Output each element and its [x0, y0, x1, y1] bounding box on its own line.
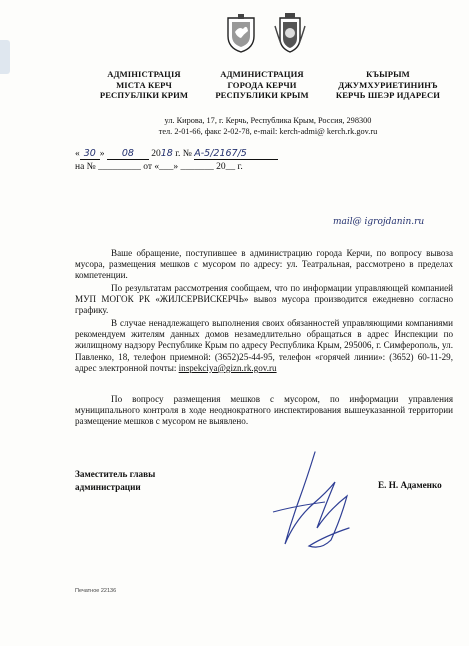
header-crimean-tatar-line-3: КЕРЧЬ ШЕЭР ИДАРЕСИ [335, 90, 441, 100]
date-year-suffix: 18 [160, 148, 173, 159]
registration-number: A-5/2167/5 [194, 148, 247, 159]
address-line-2: тел. 2-01-66, факс 2-02-78, e-mail: kerch-admi@ kerch.rk.gov.ru [158, 127, 378, 136]
date-quote-close: » [99, 149, 105, 159]
header-russian-line-3: РЕСПУБЛИКИ КРЫМ [215, 90, 309, 100]
header-ukrainian-line-2: МІСТА КЕРЧ [116, 79, 172, 90]
header-crimean-tatar-line-2: ДЖУМХУРИЕТИНИНЪ [338, 79, 438, 90]
header-ukrainian-line-1: АДМІНІСТРАЦІЯ [107, 69, 181, 79]
inspection-email-link[interactable]: inspekciya@gizn.rk.gov.ru [178, 362, 277, 373]
kerch-coat-of-arms-emblem [273, 12, 307, 54]
date-year-label: г. [175, 149, 181, 159]
signatory-title-line-1: Заместитель главы [75, 469, 156, 479]
header-ukrainian-line-3: РЕСПУБЛІКИ КРИМ [99, 90, 189, 100]
crimea-coat-of-arms-emblem [224, 12, 258, 54]
paragraph-4-text: По вопросу размещения мешков с мусором, по информации управления муниципального контроля в ходе неоднократного инспектирования вышеуказанной территории размещение мешков с мусором не выявлено. [75, 394, 453, 427]
paragraph-4 [75, 394, 453, 428]
header-russian-line-2: ГОРОДА КЕРЧИ [227, 79, 297, 90]
registration-date-line [75, 148, 278, 160]
header-russian [203, 69, 321, 101]
paragraph-3 [75, 318, 453, 374]
handwritten-signature [255, 448, 375, 558]
date-month: 08 [121, 148, 134, 159]
date-day: 30 [83, 148, 96, 159]
side-tab[interactable] [0, 40, 10, 74]
paragraph-2 [75, 283, 453, 317]
signatory-name: Е. Н. Адаменко [378, 480, 442, 490]
paragraph-1 [75, 248, 453, 282]
paragraph-3-text: В случае ненадлежащего выполнения своих обязанностей управляющими компаниями рекомендуем жителям данных домов незамедлительно обращаться в адрес Инспекции по жилищному надзору Республике Крым по адресу Республика Крым, 295006, г. Симферополь, ул. Павленко, 18, телефон приемной: (3652)25-44-95, телефон «горячей линии»: (3652) 60-11-29, адрес электронной почты: [75, 318, 453, 373]
address-line-1: ул. Кирова, 17, г. Керчь, Республика Крым, Россия, 298300 [164, 116, 372, 125]
reply-reference-line: на № _________ от «___» _______ 20__ г. [75, 162, 243, 172]
header-crimean-tatar-line-1: КЪЫРЫМ [366, 69, 410, 79]
number-label: № [182, 149, 192, 159]
paragraph-1-text: Ваше обращение, поступившее в администрацию города Керчи, по вопросу вывоза мусора, размещения мешков с мусором по адресу: ул. Театральная, рассмотрено в пределах компетенции. [75, 248, 453, 281]
header-russian-line-1: АДМИНИСТРАЦИЯ [220, 69, 304, 79]
signatory-title-line-2: администрации [75, 481, 141, 492]
recipient-email: mail@ igrojdanin.ru [333, 217, 425, 227]
signatory-title [75, 468, 155, 493]
header-crimean-tatar [325, 69, 451, 101]
footer-note: Печатное 22136 [75, 588, 117, 594]
header-ukrainian [90, 69, 198, 101]
date-year-prefix: 20 [151, 149, 161, 159]
paragraph-2-text: По результатам рассмотрения сообщаем, что по информации управляющей компанией МУП МОГОК РК «ЖИЛСЕРВИСКЕРЧЬ» вывоз мусора производится ежедневно согласно графику. [75, 283, 453, 316]
date-quote-open: « [75, 149, 80, 159]
